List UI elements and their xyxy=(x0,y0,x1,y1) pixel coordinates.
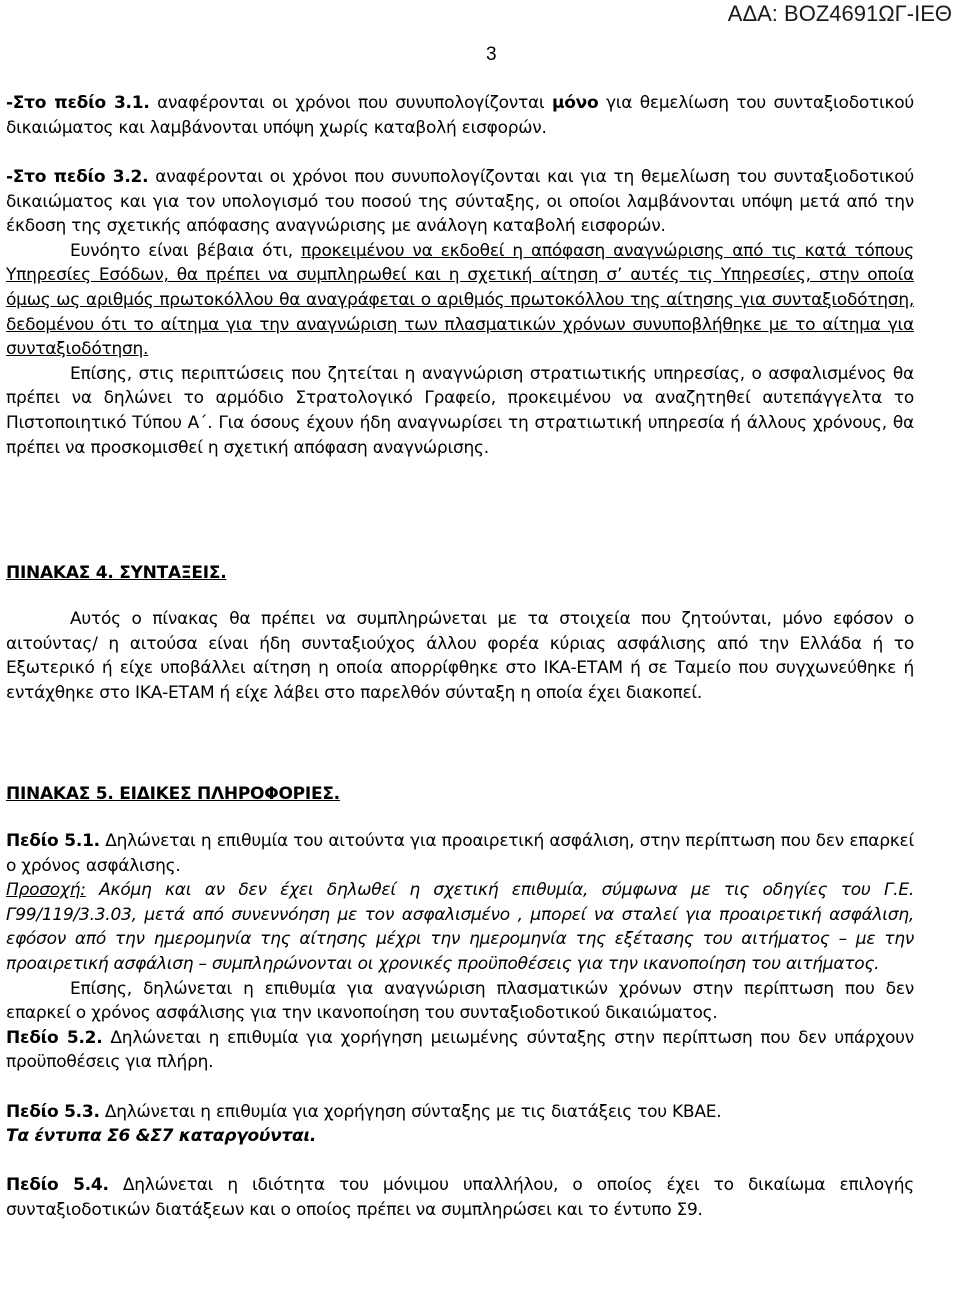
field-5-1-label: Πεδίο 5.1. xyxy=(6,831,100,851)
recognition-note-plain: Ευνόητο είναι βέβαια ότι, xyxy=(70,240,301,261)
field-3-2-section xyxy=(6,165,914,460)
field-3-2-text: αναφέρονται οι χρόνοι που συνυπολογίζονται και για τη θεμελίωση του συνταξιοδοτικού δικαιώματος και για τον υπολογισμό του ποσού της σύνταξης, οι οποίοι λαμβάνονται υπόψη μετά από την έκδοση της σχετικής απόφασης αναγνώρισης με ανάλογη καταβολή εισφορών. xyxy=(6,167,914,237)
field-3-1-text-b: για θεμελίωση του συνταξιοδοτικού δικαιώματος και λαμβάνονται υπόψη χωρίς καταβολή εισφορών. xyxy=(6,93,915,138)
table-4-heading: ΠΙΝΑΚΑΣ 4. ΣΥΝΤΑΞΕΙΣ. xyxy=(6,563,227,583)
attention-text: Ακόμη και αν δεν έχει δηλωθεί η σχετική επιθυμία, σύμφωνα με τις οδηγίες του Γ.Ε. Γ99/119/3.3.03, μετά από συνεννόηση με τον ασφαλισμένο , μπορεί να σταλεί για προαιρετική ασφάλιση, εφόσον από την ημερομηνία της αίτησης μέχρι την ημερομηνία της εξέτασης του αιτήματος – με την προαιρετική ασφάλιση – συμπληρώνονται οι χρονικές προϋποθέσεις για την ικανοποίηση του αιτήματος. xyxy=(6,880,914,974)
table-5-heading-block xyxy=(6,782,914,807)
field-5-4-label: Πεδίο 5.4. xyxy=(6,1175,109,1196)
field-3-2-paragraph xyxy=(6,165,914,239)
field-5-3-label: Πεδίο 5.3. xyxy=(6,1101,100,1122)
field-5-1-paragraph xyxy=(6,829,914,878)
field-3-1-bold-word: μόνο xyxy=(551,93,599,113)
forms-cancelled-note xyxy=(6,1124,914,1149)
table-4-section xyxy=(6,607,914,705)
military-service-paragraph: Επίσης, στις περιπτώσεις που ζητείται η αναγνώριση στρατιωτικής υπηρεσίας, ο ασφαλισμένος θα πρέπει να δηλώνει το αρμόδιο Στρατολογικό Γραφείο, προκειμένου να αναζητηθεί αυτεπάγγελτα το Πιστοποιητικό Τύπου Α΄. Για όσους έχουν ήδη αναγνωρίσει τη στρατιωτική υπηρεσία ή άλλους χρόνους, θα πρέπει να προσκομισθεί η σχετική απόφαση αναγνώρισης. xyxy=(6,363,914,458)
field-3-1-text-a: αναφέρονται οι χρόνοι που συνυπολογίζονται xyxy=(149,93,552,113)
table-4-text: Αυτός ο πίνακας θα πρέπει να συμπληρώνεται με τα στοιχεία που ζητούνται, μόνο εφόσον ο αιτούντας/ η αιτούσα είναι ήδη συνταξιούχος άλλου φορέα κύριας ασφάλισης από την Ελλάδα ή το Εξωτερικό ή είχε υποβάλλει αίτηση η οποία απορρίφθηκε στο ΙΚΑ-ΕΤΑΜ ή σε Ταμείο που συγχωνεύθηκε ή εντάχθηκε στο ΙΚΑ-ΕΤΑΜ ή είχε λάβει στο παρελθόν σύνταξη η οποία έχει διακοπεί. xyxy=(6,609,914,703)
field-5-2-paragraph xyxy=(6,1026,914,1075)
table-5-section xyxy=(6,829,914,1223)
field-3-2-label: -Στο πεδίο 3.2. xyxy=(6,167,149,187)
field-5-1-extra: Επίσης, δηλώνεται η επιθυμία για αναγνώριση πλασματικών χρόνων στην περίπτωση που δεν επαρκεί ο χρόνος ασφάλισης για την ικανοποίηση του συνταξιοδοτικού δικαιώματος. xyxy=(6,978,914,1024)
field-3-1-label: -Στο πεδίο 3.1. xyxy=(6,93,150,113)
ada-code: ΑΔΑ: ΒΟΖ4691ΩΓ-ΙΕΘ xyxy=(727,1,952,26)
field-5-2-text: Δηλώνεται η επιθυμία για χορήγηση μειωμένης σύνταξης στην περίπτωση που δεν υπάρχουν προϋποθέσεις για πλήρη. xyxy=(6,1027,914,1073)
table-5-heading: ΠΙΝΑΚΑΣ 5. ΕΙΔΙΚΕΣ ΠΛΗΡΟΦΟΡΙΕΣ. xyxy=(6,784,340,804)
field-5-1-text: Δηλώνεται η επιθυμία του αιτούντα για προαιρετική ασφάλιση, στην περίπτωση που δεν επαρκεί ο χρόνος ασφάλισης. xyxy=(6,831,914,876)
attention-note xyxy=(6,878,914,976)
page-number: 3 xyxy=(486,44,497,65)
forms-cancelled-text: Τα έντυπα Σ6 &Σ7 καταργούνται. xyxy=(6,1126,317,1147)
field-5-3-paragraph xyxy=(6,1100,914,1125)
field-5-3-text: Δηλώνεται η επιθυμία για χορήγηση σύνταξης με τις διατάξεις του ΚΒΑΕ. xyxy=(99,1101,722,1122)
recognition-note-underlined: προκειμένου να εκδοθεί η απόφαση αναγνώρισης από τις κατά τόπους Υπηρεσίες Εσόδων, θα πρέπει να συμπληρωθεί και η σχετική αίτηση σ’ αυτές τις Υπηρεσίες, στην οποία όμως ως αριθμός πρωτοκόλλου θα αναγράφεται ο αριθμός πρωτοκόλλου της αίτησης για συνταξιοδότηση, δεδομένου ότι το αίτημα για την αναγνώριση των πλασματικών χρόνων συνυποβλήθηκε με το αίτημα για συνταξιοδότηση. xyxy=(6,240,914,360)
field-5-2-label: Πεδίο 5.2. xyxy=(6,1027,103,1048)
table-4-heading-block xyxy=(6,561,914,586)
field-5-4-text: Δηλώνεται η ιδιότητα του μόνιμου υπαλλήλου, ο οποίος έχει το δικαίωμα επιλογής συνταξιοδοτικών διατάξεων και ο οποίος πρέπει να συμπληρώσει και το έντυπο Σ9. xyxy=(6,1175,914,1220)
attention-label: Προσοχή: xyxy=(6,880,86,901)
recognition-note xyxy=(6,239,914,362)
field-3-1-paragraph xyxy=(6,91,914,140)
field-3-1-section xyxy=(6,91,914,140)
field-5-4-paragraph xyxy=(6,1173,914,1222)
